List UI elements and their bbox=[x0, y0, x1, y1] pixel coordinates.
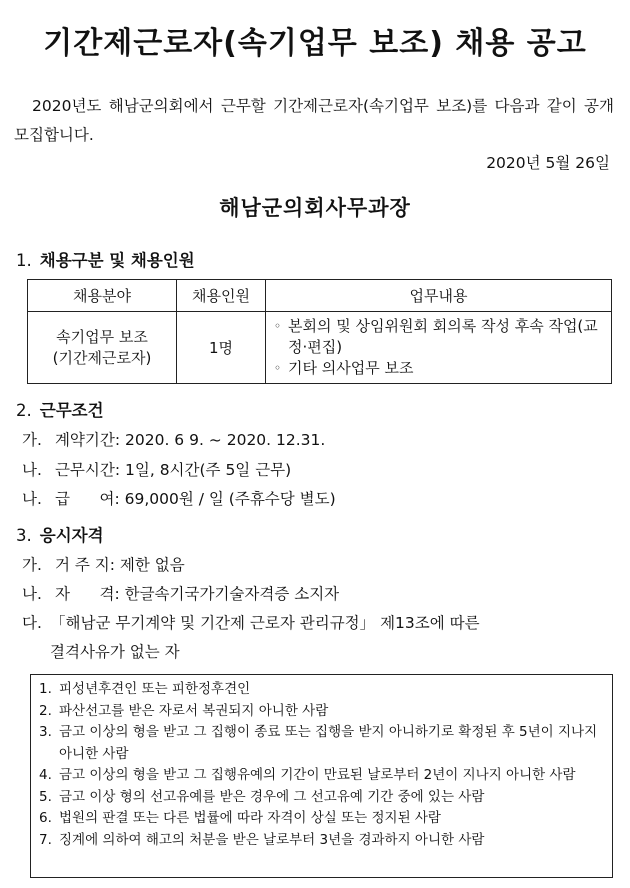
duty-item bbox=[274, 358, 603, 379]
list-item bbox=[39, 679, 606, 701]
list-text: 금고 이상 형의 선고유예를 받은 경우에 그 선고유예 기간 중에 있는 사람 bbox=[59, 788, 485, 805]
section-1-label: 채용구분 및 채용인원 bbox=[39, 251, 195, 270]
list-number: 4. bbox=[39, 767, 52, 783]
table-header-row bbox=[28, 280, 612, 312]
section-1-heading bbox=[16, 247, 195, 271]
duty-text: 기타 의사업무 보조 bbox=[288, 359, 414, 377]
disqualification-list bbox=[30, 674, 613, 878]
section-2-label: 근무조건 bbox=[39, 401, 104, 420]
item-value: 한글속기국가기술자격증 소지자 bbox=[124, 585, 340, 603]
field-name: 속기업무 보조 bbox=[56, 327, 148, 346]
qualification-item bbox=[22, 582, 339, 604]
item-key: 나. bbox=[22, 585, 42, 603]
item-label: 거 주 지: bbox=[54, 556, 115, 574]
work-condition-item bbox=[22, 458, 291, 480]
item-value: 69,000원 / 일 (주휴수당 별도) bbox=[124, 490, 336, 508]
page-title: 기간제근로자(속기업무 보조) 채용 공고 bbox=[43, 26, 587, 61]
item-key: 다. bbox=[22, 614, 42, 632]
item-key: 가. bbox=[22, 431, 42, 449]
list-text: 금고 이상의 형을 받고 그 집행이 종료 또는 집행을 받지 아니하기로 확정된 후 5년이 지나지 아니한 사람 bbox=[59, 724, 598, 762]
recruitment-table bbox=[27, 279, 612, 384]
work-condition-item bbox=[22, 487, 336, 509]
list-number: 6. bbox=[39, 810, 52, 826]
section-3-heading bbox=[16, 522, 104, 546]
headcount-cell: 1명 bbox=[177, 312, 266, 384]
regulation-text: 「해남군 무기계약 및 기간제 근로자 관리규정」 제13조에 따른 bbox=[50, 614, 480, 632]
list-item bbox=[39, 830, 606, 852]
list-text: 피성년후견인 또는 피한정후견인 bbox=[59, 681, 251, 697]
list-number: 1. bbox=[39, 681, 52, 697]
list-item bbox=[39, 701, 606, 723]
table-header: 채용인원 bbox=[177, 280, 266, 312]
list-text: 법원의 판결 또는 다른 법률에 따라 자격이 상실 또는 정지된 사람 bbox=[59, 810, 441, 826]
work-condition-item bbox=[22, 428, 325, 450]
duty-cell bbox=[266, 312, 612, 384]
list-item bbox=[39, 765, 606, 787]
section-3-label: 응시자격 bbox=[39, 526, 104, 545]
intro-paragraph: 2020년도 해남군의회에서 근무할 기간제근로자(속기업무 보조)를 다음과 같이 공개 모집합니다. bbox=[14, 97, 614, 144]
list-item bbox=[39, 808, 606, 830]
list-item bbox=[39, 722, 606, 765]
item-key: 가. bbox=[22, 556, 42, 574]
item-key: 나. bbox=[22, 490, 42, 508]
section-1-number: 1. bbox=[16, 251, 32, 270]
item-value: 2020. 6 9. ~ 2020. 12.31. bbox=[125, 431, 326, 449]
section-2-number: 2. bbox=[16, 401, 32, 420]
bullet-icon: ◦ bbox=[274, 361, 282, 375]
field-type: (기간제근로자) bbox=[52, 348, 152, 367]
announcement-date: 2020년 5월 26일 bbox=[486, 154, 610, 172]
table-header: 업무내용 bbox=[266, 280, 612, 312]
list-text: 파산선고를 받은 자로서 복권되지 아니한 사람 bbox=[59, 702, 329, 719]
qualification-item bbox=[22, 553, 185, 575]
field-cell bbox=[28, 312, 177, 384]
list-text: 금고 이상의 형을 받고 그 집행유예의 기간이 만료된 날로부터 2년이 지나지 아니한 사람 bbox=[59, 767, 576, 783]
table-header: 채용분야 bbox=[28, 280, 177, 312]
list-item bbox=[39, 787, 606, 809]
duty-text: 본회의 및 상임위원회 회의록 작성 후속 작업(교정·편집) bbox=[288, 317, 598, 356]
section-2-heading bbox=[16, 397, 104, 421]
qualification-item-continued: 결격사유가 없는 자 bbox=[50, 643, 180, 661]
list-number: 7. bbox=[39, 831, 52, 848]
item-value: 1일, 8시간(주 5일 근무) bbox=[125, 461, 292, 479]
list-number: 5. bbox=[39, 788, 52, 805]
issuer-office: 해남군의회사무과장 bbox=[219, 195, 411, 220]
list-text: 징계에 의하여 해고의 처분을 받은 날로부터 3년을 경과하지 아니한 사람 bbox=[59, 831, 485, 848]
item-label: 근무시간: bbox=[54, 461, 121, 479]
table-row bbox=[28, 312, 612, 384]
bullet-icon: ◦ bbox=[274, 319, 282, 333]
item-label: 자 격: bbox=[54, 585, 120, 603]
item-value: 제한 없음 bbox=[119, 556, 185, 574]
item-label: 급 여: bbox=[54, 490, 120, 508]
list-number: 3. bbox=[39, 724, 52, 740]
duty-item bbox=[274, 316, 603, 358]
list-number: 2. bbox=[39, 702, 52, 719]
section-3-number: 3. bbox=[16, 526, 32, 545]
item-label: 계약기간: bbox=[54, 431, 121, 449]
item-key: 나. bbox=[22, 461, 42, 479]
qualification-item bbox=[22, 611, 480, 633]
